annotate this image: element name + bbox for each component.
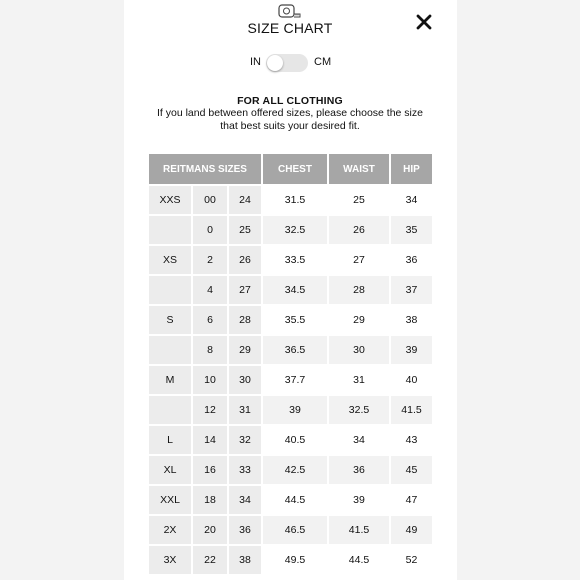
size-alt-number: 31 (229, 396, 261, 424)
hip-value: 45 (391, 456, 432, 484)
hip-value: 52 (391, 546, 432, 574)
size-alt-number: 32 (229, 426, 261, 454)
table-row (149, 186, 432, 214)
size-alt-number: 24 (229, 186, 261, 214)
waist-value: 34 (329, 426, 389, 454)
size-number: 10 (193, 366, 227, 394)
size-label: 3X (149, 546, 191, 574)
table-row (149, 396, 432, 424)
hip-value: 34 (391, 186, 432, 214)
waist-value: 27 (329, 246, 389, 274)
hip-value: 43 (391, 426, 432, 454)
unit-label-cm: CM (314, 56, 332, 68)
table-row (149, 216, 432, 244)
table-row (149, 366, 432, 394)
size-alt-number: 33 (229, 456, 261, 484)
size-alt-number: 30 (229, 366, 261, 394)
size-number: 18 (193, 486, 227, 514)
size-number: 20 (193, 516, 227, 544)
waist-value: 36 (329, 456, 389, 484)
waist-value: 30 (329, 336, 389, 364)
size-label: XS (149, 246, 191, 274)
header-hip: HIP (391, 154, 432, 184)
size-alt-number: 29 (229, 336, 261, 364)
measuring-tape-icon (277, 2, 301, 20)
chest-value: 42.5 (263, 456, 327, 484)
chest-value: 46.5 (263, 516, 327, 544)
size-alt-number: 25 (229, 216, 261, 244)
size-number: 6 (193, 306, 227, 334)
waist-value: 44.5 (329, 546, 389, 574)
size-label (149, 216, 191, 244)
section-heading: FOR ALL CLOTHING (237, 95, 343, 107)
hip-value: 37 (391, 276, 432, 304)
waist-value: 25 (329, 186, 389, 214)
chest-value: 35.5 (263, 306, 327, 334)
size-alt-number: 34 (229, 486, 261, 514)
size-alt-number: 26 (229, 246, 261, 274)
close-icon[interactable] (414, 12, 434, 32)
header-waist: WAIST (329, 154, 389, 184)
table-row (149, 546, 432, 574)
hip-value: 36 (391, 246, 432, 274)
table-row (149, 246, 432, 274)
waist-value: 41.5 (329, 516, 389, 544)
hip-value: 38 (391, 306, 432, 334)
table-row (149, 456, 432, 484)
page-title: SIZE CHART (247, 20, 333, 36)
chest-value: 33.5 (263, 246, 327, 274)
size-alt-number: 27 (229, 276, 261, 304)
waist-value: 32.5 (329, 396, 389, 424)
chest-value: 36.5 (263, 336, 327, 364)
chest-value: 40.5 (263, 426, 327, 454)
size-label (149, 336, 191, 364)
size-number: 22 (193, 546, 227, 574)
size-number: 16 (193, 456, 227, 484)
table-row (149, 276, 432, 304)
size-number: 12 (193, 396, 227, 424)
chest-value: 39 (263, 396, 327, 424)
size-number: 4 (193, 276, 227, 304)
hip-value: 40 (391, 366, 432, 394)
table-header-row (149, 154, 432, 184)
table-row (149, 306, 432, 334)
table-row (149, 486, 432, 514)
hip-value: 47 (391, 486, 432, 514)
unit-toggle[interactable] (266, 54, 308, 72)
chest-value: 49.5 (263, 546, 327, 574)
fit-advice-text: If you land between offered sizes, please choose the size that best suits your desired fit. (157, 107, 423, 132)
waist-value: 31 (329, 366, 389, 394)
size-number: 2 (193, 246, 227, 274)
table-row (149, 516, 432, 544)
size-alt-number: 36 (229, 516, 261, 544)
size-label: L (149, 426, 191, 454)
chest-value: 44.5 (263, 486, 327, 514)
size-label: XXS (149, 186, 191, 214)
toggle-knob[interactable] (267, 55, 283, 71)
hip-value: 49 (391, 516, 432, 544)
size-label (149, 276, 191, 304)
size-number: 00 (193, 186, 227, 214)
waist-value: 26 (329, 216, 389, 244)
waist-value: 39 (329, 486, 389, 514)
hip-value: 35 (391, 216, 432, 244)
size-table (147, 152, 434, 576)
hip-value: 41.5 (391, 396, 432, 424)
hip-value: 39 (391, 336, 432, 364)
header-chest: CHEST (263, 154, 327, 184)
size-label (149, 396, 191, 424)
chest-value: 34.5 (263, 276, 327, 304)
waist-value: 28 (329, 276, 389, 304)
chest-value: 32.5 (263, 216, 327, 244)
waist-value: 29 (329, 306, 389, 334)
header-reitmans-sizes: REITMANS SIZES (149, 154, 261, 184)
size-label: M (149, 366, 191, 394)
size-label: S (149, 306, 191, 334)
size-number: 14 (193, 426, 227, 454)
chest-value: 37.7 (263, 366, 327, 394)
unit-label-in: IN (250, 56, 261, 68)
size-label: 2X (149, 516, 191, 544)
size-alt-number: 28 (229, 306, 261, 334)
size-label: XL (149, 456, 191, 484)
size-number: 8 (193, 336, 227, 364)
chest-value: 31.5 (263, 186, 327, 214)
table-row (149, 336, 432, 364)
table-row (149, 426, 432, 454)
size-alt-number: 38 (229, 546, 261, 574)
size-number: 0 (193, 216, 227, 244)
size-label: XXL (149, 486, 191, 514)
